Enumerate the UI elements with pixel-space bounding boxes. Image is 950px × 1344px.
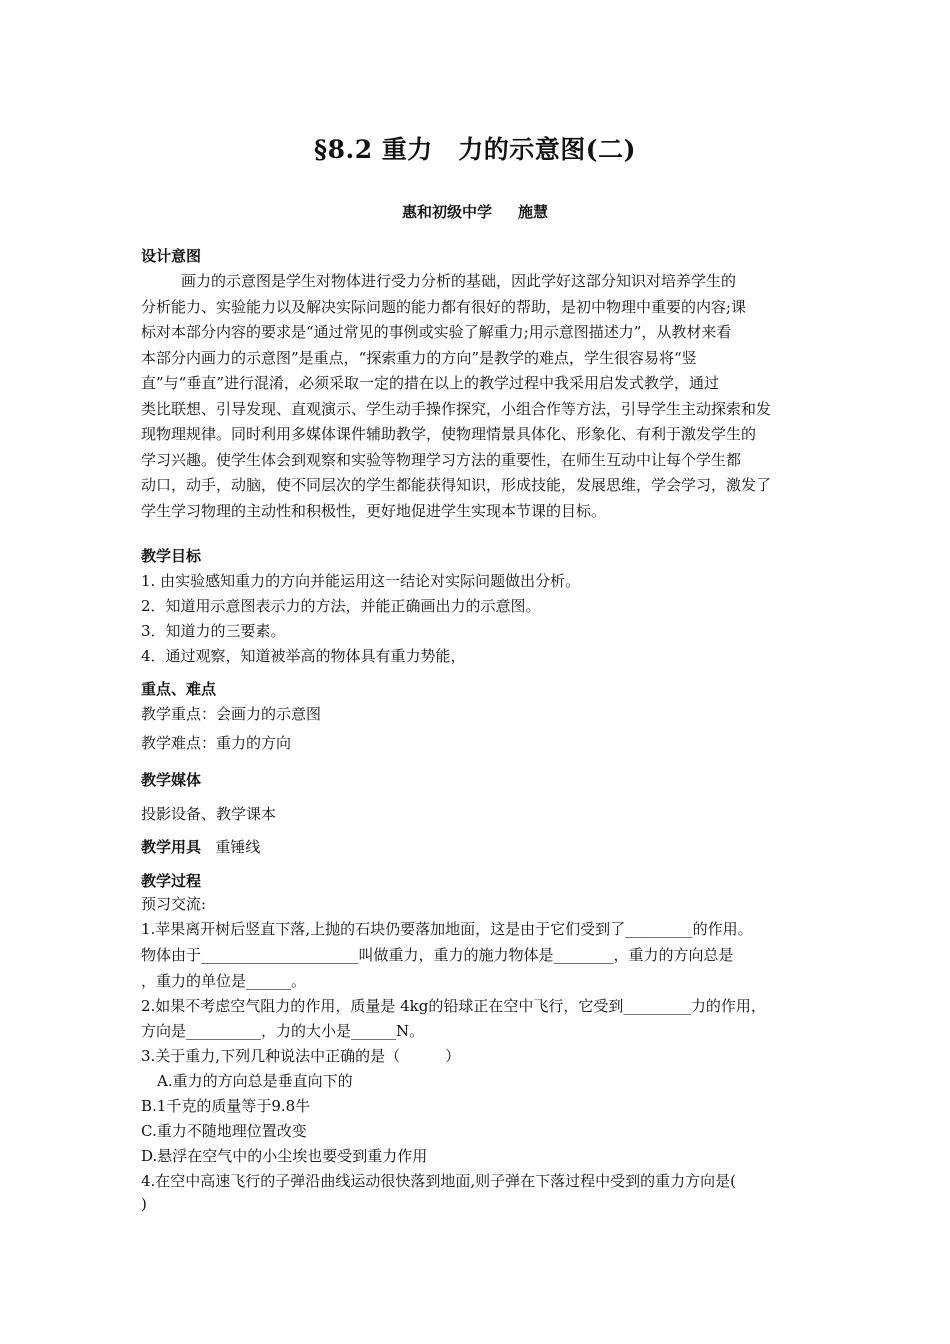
key-points-heading: 重点、难点 <box>141 680 217 698</box>
key-point-text: 教学重点：会画力的示意图 <box>141 705 322 723</box>
option-a: A.重力的方向总是垂直向下的 <box>157 1072 353 1090</box>
option-b: B.1千克的质量等于9.8牛 <box>141 1097 311 1115</box>
author-line <box>0 201 950 222</box>
tools-line <box>141 836 260 857</box>
goal-item: 4．通过观察，知道被举高的物体具有重力势能， <box>141 647 466 665</box>
author-name: 施慧 <box>518 203 549 221</box>
document-title: §8.2 重力 力的示意图(二) <box>314 135 636 164</box>
answer-blank: _________ <box>625 920 693 938</box>
design-intent-heading: 设计意图 <box>141 247 202 265</box>
question-line: ) <box>141 1195 147 1213</box>
design-intent-line: 标对本部分内容的要求是“通过常见的事例或实验了解重力;用示意图描述力”，从教材来看 <box>141 323 732 341</box>
process-heading: 教学过程 <box>141 872 202 890</box>
question-text: 叫做重力，重力的施力物体是________，重力的方向总是 <box>358 946 734 964</box>
goals-heading: 教学目标 <box>141 547 202 565</box>
media-text: 投影设备、教学课本 <box>141 805 277 823</box>
question-text: 1.苹果离开树后竖直下落,上抛的石块仍要落加地面，这是由于它们受到了 <box>141 920 626 938</box>
question-text: 物体由于 <box>141 946 202 964</box>
design-intent-line: 现物理规律。同时利用多媒体课件辅助教学，使物理情景具体化、形象化、有利于激发学生的 <box>141 425 757 443</box>
design-intent-line: 本部分内画力的示意图”是重点，“探索重力的方向”是教学的难点，学生很容易将“竖 <box>141 349 697 367</box>
question-text: 的作用。 <box>692 920 753 938</box>
author-school: 惠和初级中学 <box>401 203 492 221</box>
process-intro: 预习交流: <box>141 895 207 913</box>
question-line: 方向是__________，力的大小是______N。 <box>141 1022 425 1040</box>
question-text: 力的作用， <box>690 997 766 1015</box>
media-heading: 教学媒体 <box>141 771 202 789</box>
question-line <box>141 918 753 939</box>
design-intent-line: 学生学习物理的主动性和积极性，更好地促进学生实现本节课的目标。 <box>141 502 607 520</box>
answer-blank: _________ <box>623 997 691 1015</box>
question-line: 4.在空中高速飞行的子弹沿曲线运动很快落到地面,则子弹在下落过程中受到的重力方向是( <box>141 1172 736 1190</box>
question-line <box>141 995 766 1016</box>
design-intent-line: 类比联想、引导发现、直观演示、学生动手操作探究，小组合作等方法，引导学生主动探索和发 <box>141 400 772 418</box>
design-intent-line: 学习兴趣。使学生体会到观察和实验等物理学习方法的重要性，在师生互动中让每个学生都 <box>141 451 742 469</box>
design-intent-line: 动口，动手，动脑，使不同层次的学生都能获得知识，形成技能，发展思维，学会学习，激发了 <box>141 476 772 494</box>
option-c: C.重力不随地理位置改变 <box>141 1122 307 1140</box>
question-line <box>141 944 734 965</box>
design-intent-line: 直”与“垂直”进行混淆，必须采取一定的措在以上的教学过程中我采用启发式教学，通过 <box>141 374 720 392</box>
question-line: 3.关于重力,下列几种说法中正确的是（ ） <box>141 1047 461 1065</box>
question-line: ，重力的单位是______。 <box>141 972 307 990</box>
answer-blank: _____________________ <box>201 946 359 964</box>
tools-text: 重锤线 <box>215 838 261 856</box>
design-intent-line: 画力的示意图是学生对物体进行受力分析的基础，因此学好这部分知识对培养学生的 <box>181 272 737 290</box>
question-text: 2.如果不考虑空气阻力的作用，质量是 4kg的铅球正在空中飞行，它受到 <box>141 997 624 1015</box>
difficulty-text: 教学难点：重力的方向 <box>141 734 292 752</box>
tools-heading: 教学用具 <box>141 838 202 856</box>
design-intent-line: 分析能力、实验能力以及解决实际问题的能力都有很好的帮助，是初中物理中重要的内容;课 <box>141 298 747 316</box>
goal-item: 3．知道力的三要素。 <box>141 622 286 640</box>
goal-item: 2．知道用示意图表示力的方法，并能正确画出力的示意图。 <box>141 597 541 615</box>
option-d: D.悬浮在空气中的小尘埃也要受到重力作用 <box>141 1147 428 1165</box>
goal-item: 1. 由实验感知重力的方向并能运用这一结论对实际问题做出分析。 <box>141 572 581 590</box>
